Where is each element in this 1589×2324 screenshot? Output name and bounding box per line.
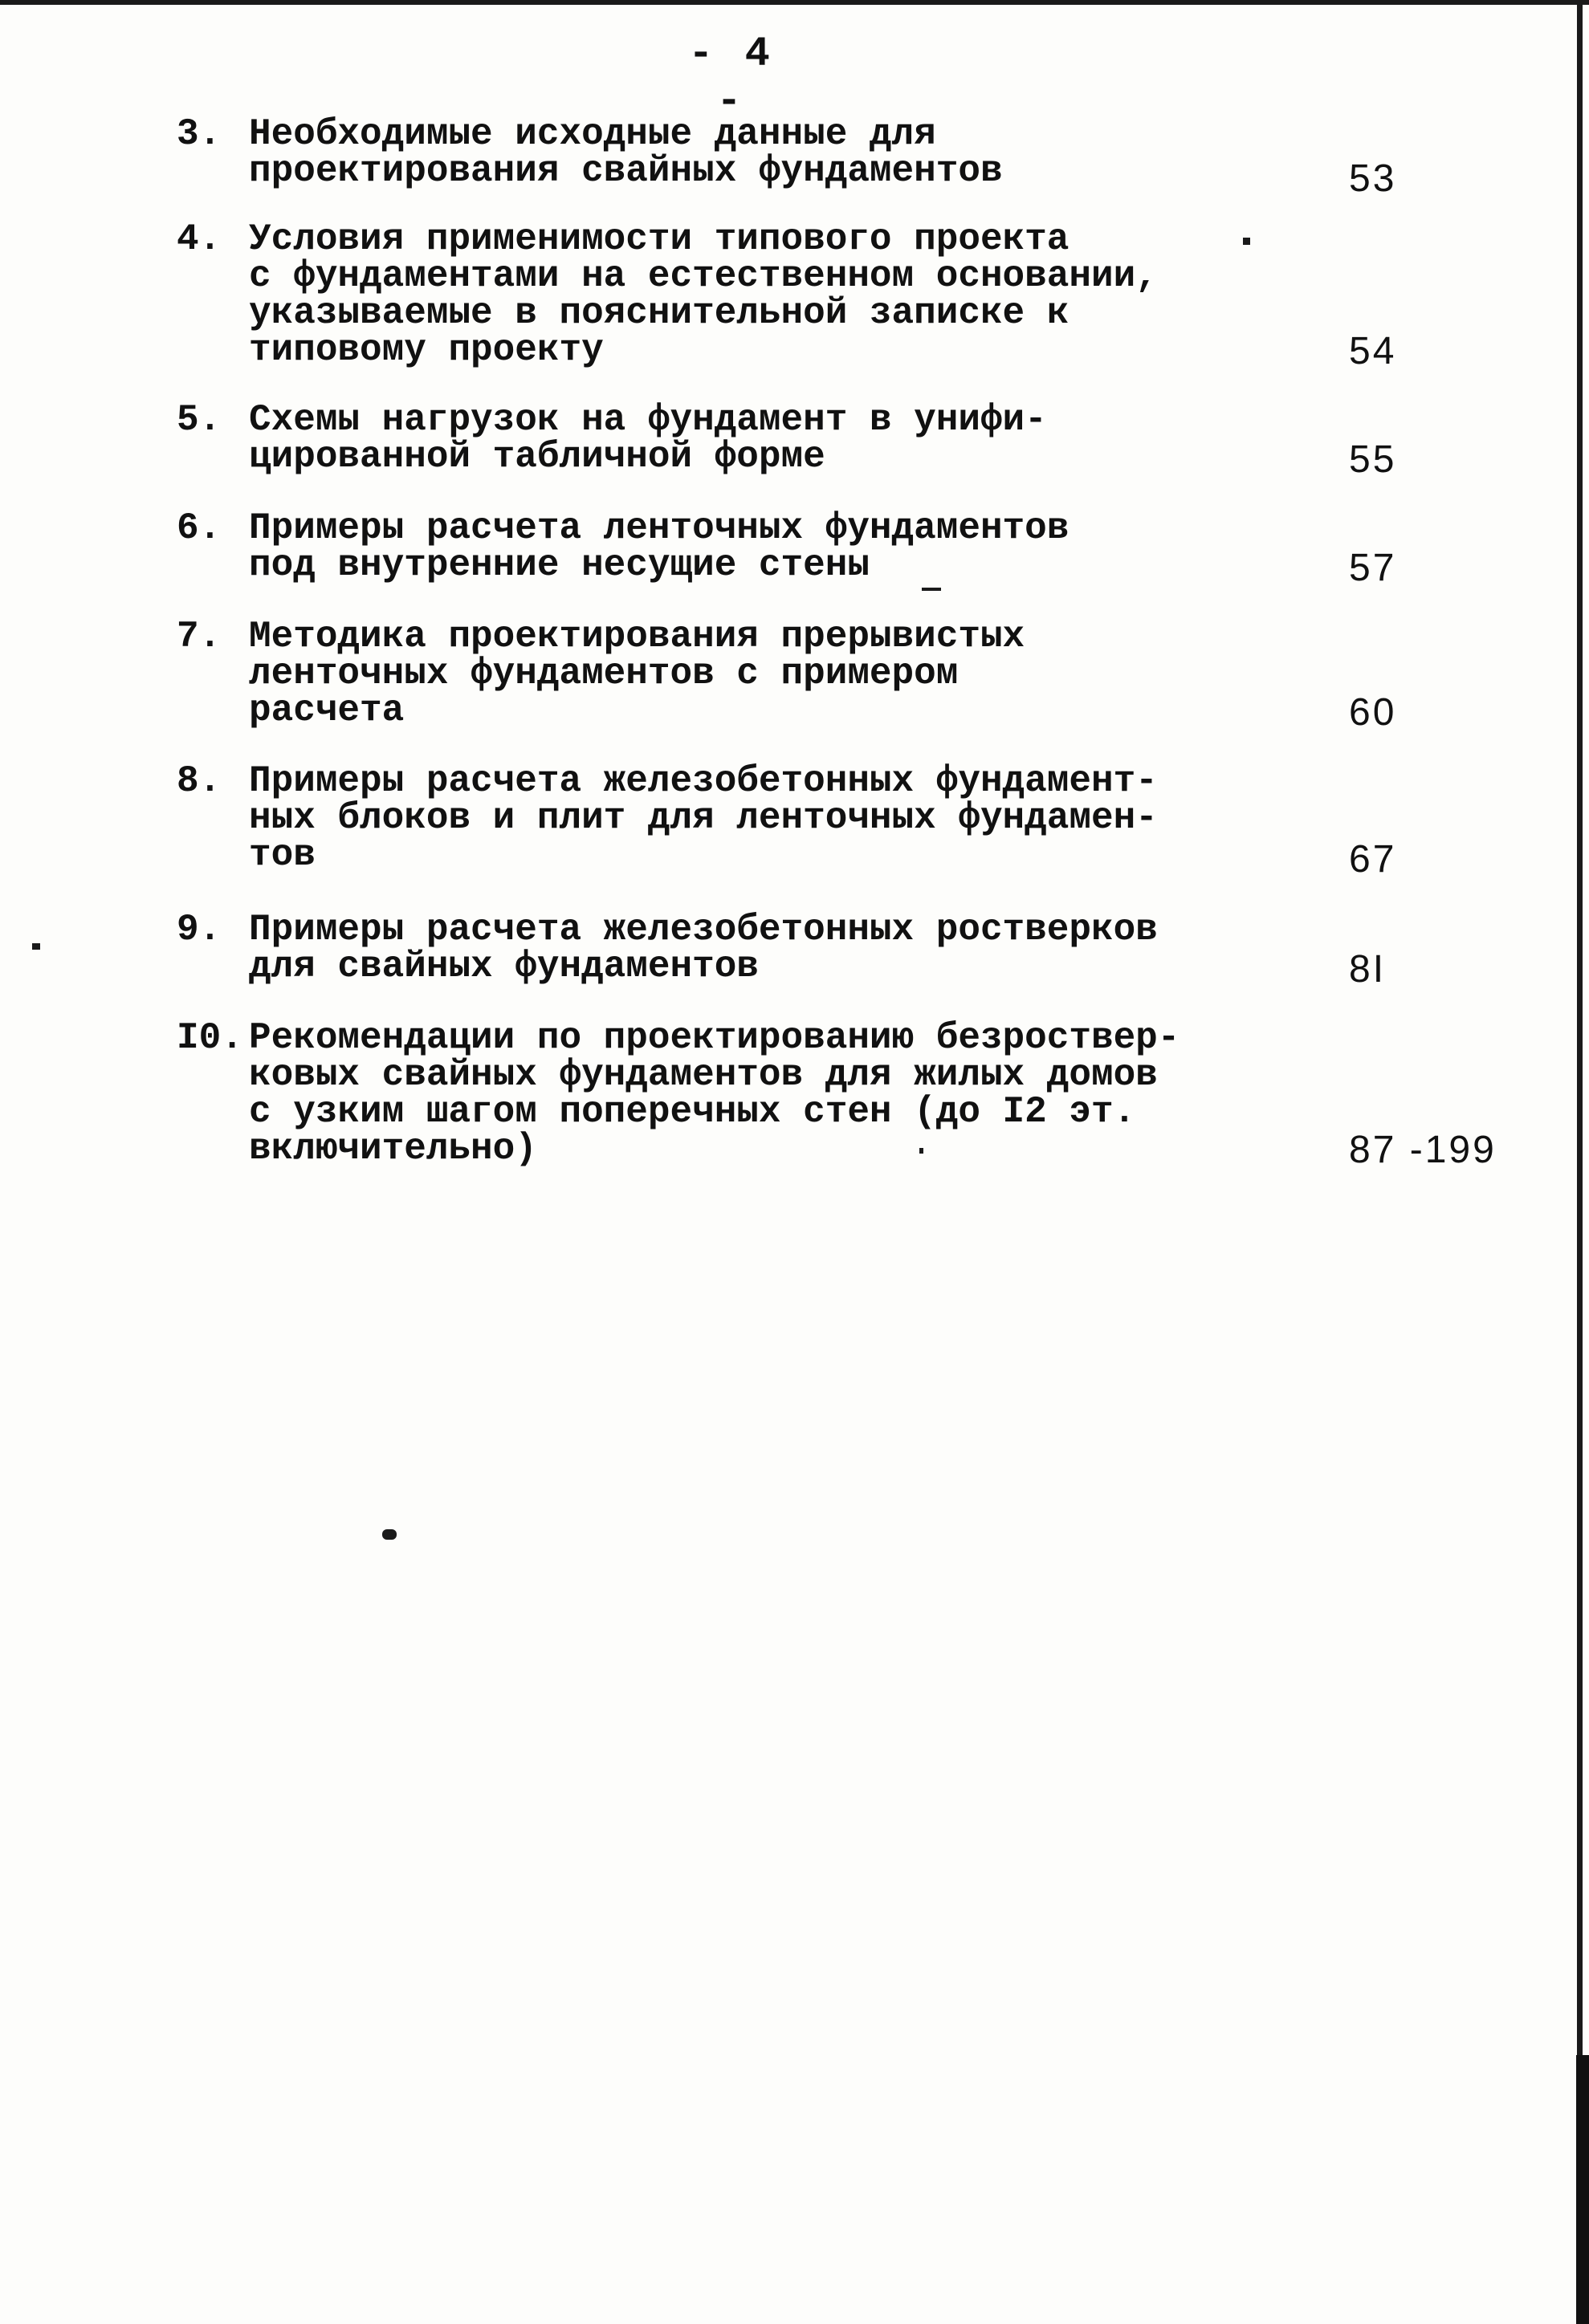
toc-entry-title: Схемы нагрузок на фундамент в унифи- цированной табличной форме xyxy=(249,399,1047,478)
scan-border-right xyxy=(1577,0,1583,2324)
scan-speck xyxy=(922,588,941,591)
toc-entry-page: 87 -199 xyxy=(1349,1129,1497,1171)
page-number: - 4 - xyxy=(688,31,773,125)
scan-border-right-thick xyxy=(1576,2055,1589,2324)
toc-entry-title: Необходимые исходные данные для проектирования свайных фундаментов xyxy=(249,113,1003,192)
toc-entry-number: 3. xyxy=(177,113,222,155)
toc-entry-title: Рекомендации по проектированию безроствер- ковых свайных фундаментов для жилых домов с узким шагом поперечных стен (до I2 эт. включительно) xyxy=(249,1017,1180,1170)
toc-entry-number: I0. xyxy=(177,1017,243,1059)
toc-entry-page: 57 xyxy=(1349,547,1397,589)
scan-speck xyxy=(919,1148,923,1154)
scan-speck xyxy=(382,1529,397,1540)
toc-entry-number: 9. xyxy=(177,909,222,950)
toc-entry-page: 53 xyxy=(1349,157,1397,200)
toc-entry-title: Методика проектирования прерывистых ленточных фундаментов с примером расчета xyxy=(249,616,1025,731)
toc-entry-title: Примеры расчета ленточных фундаментов под внутренние несущие стены xyxy=(249,507,1070,586)
toc-entry-page: 55 xyxy=(1349,438,1397,481)
toc-entry-page: 54 xyxy=(1349,330,1397,372)
toc-entry-page: 60 xyxy=(1349,691,1397,734)
toc-entry-title: Условия применимости типового проекта с фундаментами на естественном основании, указываемые в пояснительной записке к типовому проекту xyxy=(249,218,1158,371)
toc-entry-number: 5. xyxy=(177,399,222,441)
toc-entry-number: 4. xyxy=(177,218,222,260)
toc-entry-page: 8I xyxy=(1349,948,1387,991)
toc-entry-title: Примеры расчета железобетонных ростверков для свайных фундаментов xyxy=(249,909,1158,987)
scan-border-top xyxy=(0,0,1589,5)
toc-entry-number: 8. xyxy=(177,760,222,802)
scan-speck xyxy=(1243,238,1250,245)
toc-entry-title: Примеры расчета железобетонных фундамент- ных блоков и плит для ленточных фундамен- тов xyxy=(249,760,1158,876)
toc-entry-page: 67 xyxy=(1349,838,1397,881)
scan-speck xyxy=(32,943,40,950)
toc-entry-number: 7. xyxy=(177,616,222,657)
toc-entry-number: 6. xyxy=(177,507,222,549)
